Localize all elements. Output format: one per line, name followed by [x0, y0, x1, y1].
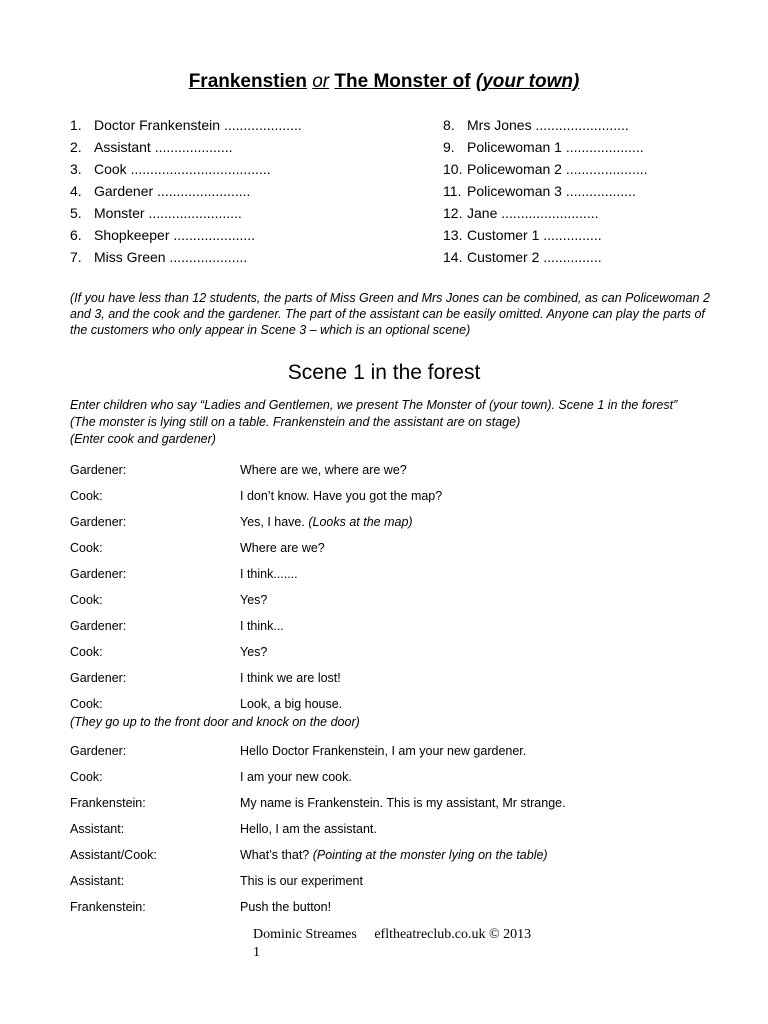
- dialogue-line: [70, 770, 710, 796]
- cast-list-left: [70, 114, 302, 268]
- speaker: Assistant:: [70, 822, 125, 836]
- cast-item: 11. Policewoman 3 ..................: [443, 183, 636, 199]
- speaker: Assistant/Cook:: [70, 848, 157, 862]
- cast-list-right: [443, 114, 648, 268]
- cast-item: 2. Assistant ....................: [70, 139, 233, 155]
- line-text: Yes?: [240, 593, 268, 607]
- dialogue-line: [70, 619, 710, 645]
- scene-heading: Scene 1 in the forest: [287, 361, 481, 384]
- dialogue-line: [70, 744, 710, 770]
- speaker: Gardener:: [70, 744, 127, 758]
- casting-note: (If you have less than 12 students, the parts of Miss Green and Mrs Jones can be combined, as can Policewoman 2 and 3, and the cook and the gardener. The part of the assistant can be easily omitted. Anyone can play the parts of the customers who only appear in Scene 3 – which is an optional scene): [70, 291, 710, 337]
- cast-item: 12. Jane .........................: [443, 205, 599, 221]
- line-text: I think...: [240, 619, 284, 633]
- cast-item: 8. Mrs Jones ........................: [443, 117, 629, 133]
- dialogue-line: [70, 874, 710, 900]
- speaker: Assistant:: [70, 874, 125, 888]
- line-text: This is our experiment: [240, 874, 363, 888]
- line-text: I think.......: [240, 567, 298, 581]
- cast-item: 9. Policewoman 1 ....................: [443, 139, 644, 155]
- dialogue-line: [70, 515, 710, 541]
- line-text: Yes, I have. (Looks at the map): [240, 515, 413, 529]
- dialogue-line: [70, 541, 710, 567]
- cast-item: 1. Doctor Frankenstein ....................: [70, 117, 302, 133]
- speaker: Gardener:: [70, 463, 127, 477]
- speaker: Cook:: [70, 770, 103, 784]
- dialogue-line: [70, 848, 710, 874]
- speaker: Cook:: [70, 593, 103, 607]
- inline-direction: (Pointing at the monster lying on the table): [312, 848, 548, 862]
- speaker: Frankenstein:: [70, 900, 146, 914]
- stage-direction-knock: (They go up to the front door and knock on the door): [70, 715, 360, 729]
- line-text: Look, a big house.: [240, 697, 343, 711]
- dialogue-line: [70, 593, 710, 619]
- line-text: Push the button!: [240, 900, 332, 914]
- cast-item: 13. Customer 1 ...............: [443, 227, 602, 243]
- stage-directions-intro: [70, 397, 730, 448]
- stage-direction: Enter children who say “Ladies and Gentlemen, we present The Monster of (your town). Scene 1 in the forest”: [70, 398, 678, 412]
- stage-direction: (Enter cook and gardener): [70, 432, 216, 446]
- cast-item: 6. Shopkeeper .....................: [70, 227, 256, 243]
- dialogue-line: [70, 671, 710, 697]
- title-or: or: [312, 71, 330, 92]
- dialogue-line: [70, 900, 710, 926]
- line-text: My name is Frankenstein. This is my assistant, Mr strange.: [240, 796, 566, 810]
- dialogue-block-2: [70, 744, 710, 926]
- page-number: 1: [253, 945, 260, 960]
- cast-item: 7. Miss Green ....................: [70, 249, 248, 265]
- line-text: I don’t know. Have you got the map?: [240, 489, 443, 503]
- speaker: Gardener:: [70, 619, 127, 633]
- dialogue-line: [70, 489, 710, 515]
- speaker: Cook:: [70, 645, 103, 659]
- page-footer: [253, 926, 531, 962]
- dialogue-line: [70, 567, 710, 593]
- speaker: Cook:: [70, 697, 103, 711]
- speaker: Gardener:: [70, 515, 127, 529]
- line-text: I think we are lost!: [240, 671, 341, 685]
- line-text: Where are we, where are we?: [240, 463, 407, 477]
- footer-site: efltheatreclub.co.uk: [374, 927, 486, 942]
- dialogue-line: [70, 645, 710, 671]
- inline-direction: (Looks at the map): [308, 515, 413, 529]
- dialogue-block-1: [70, 463, 710, 723]
- dialogue-line: [70, 463, 710, 489]
- speaker: Gardener:: [70, 567, 127, 581]
- cast-item: 3. Cook ....................................: [70, 161, 271, 177]
- title-part3: (your town): [475, 71, 580, 92]
- cast-item: 5. Monster ........................: [70, 205, 242, 221]
- dialogue-line: [70, 822, 710, 848]
- cast-item: 14. Customer 2 ...............: [443, 249, 602, 265]
- line-text: Yes?: [240, 645, 268, 659]
- footer-copyright: © 2013: [488, 927, 532, 942]
- speaker: Cook:: [70, 541, 103, 555]
- document-title: [0, 70, 768, 94]
- dialogue-line: [70, 796, 710, 822]
- line-text: What’s that? (Pointing at the monster lying on the table): [240, 848, 548, 862]
- speaker: Cook:: [70, 489, 103, 503]
- line-text: Hello Doctor Frankenstein, I am your new gardener.: [240, 744, 527, 758]
- title-part2: The Monster of: [334, 71, 471, 92]
- line-text: Where are we?: [240, 541, 325, 555]
- footer-author: Dominic Streames: [253, 927, 357, 942]
- line-text: I am your new cook.: [240, 770, 352, 784]
- title-part1: Frankenstien: [188, 71, 307, 92]
- line-text: Hello, I am the assistant.: [240, 822, 377, 836]
- cast-item: 10. Policewoman 2 .....................: [443, 161, 648, 177]
- speaker: Frankenstein:: [70, 796, 146, 810]
- cast-item: 4. Gardener ........................: [70, 183, 251, 199]
- speaker: Gardener:: [70, 671, 127, 685]
- stage-direction: (The monster is lying still on a table. Frankenstein and the assistant are on stage): [70, 415, 521, 429]
